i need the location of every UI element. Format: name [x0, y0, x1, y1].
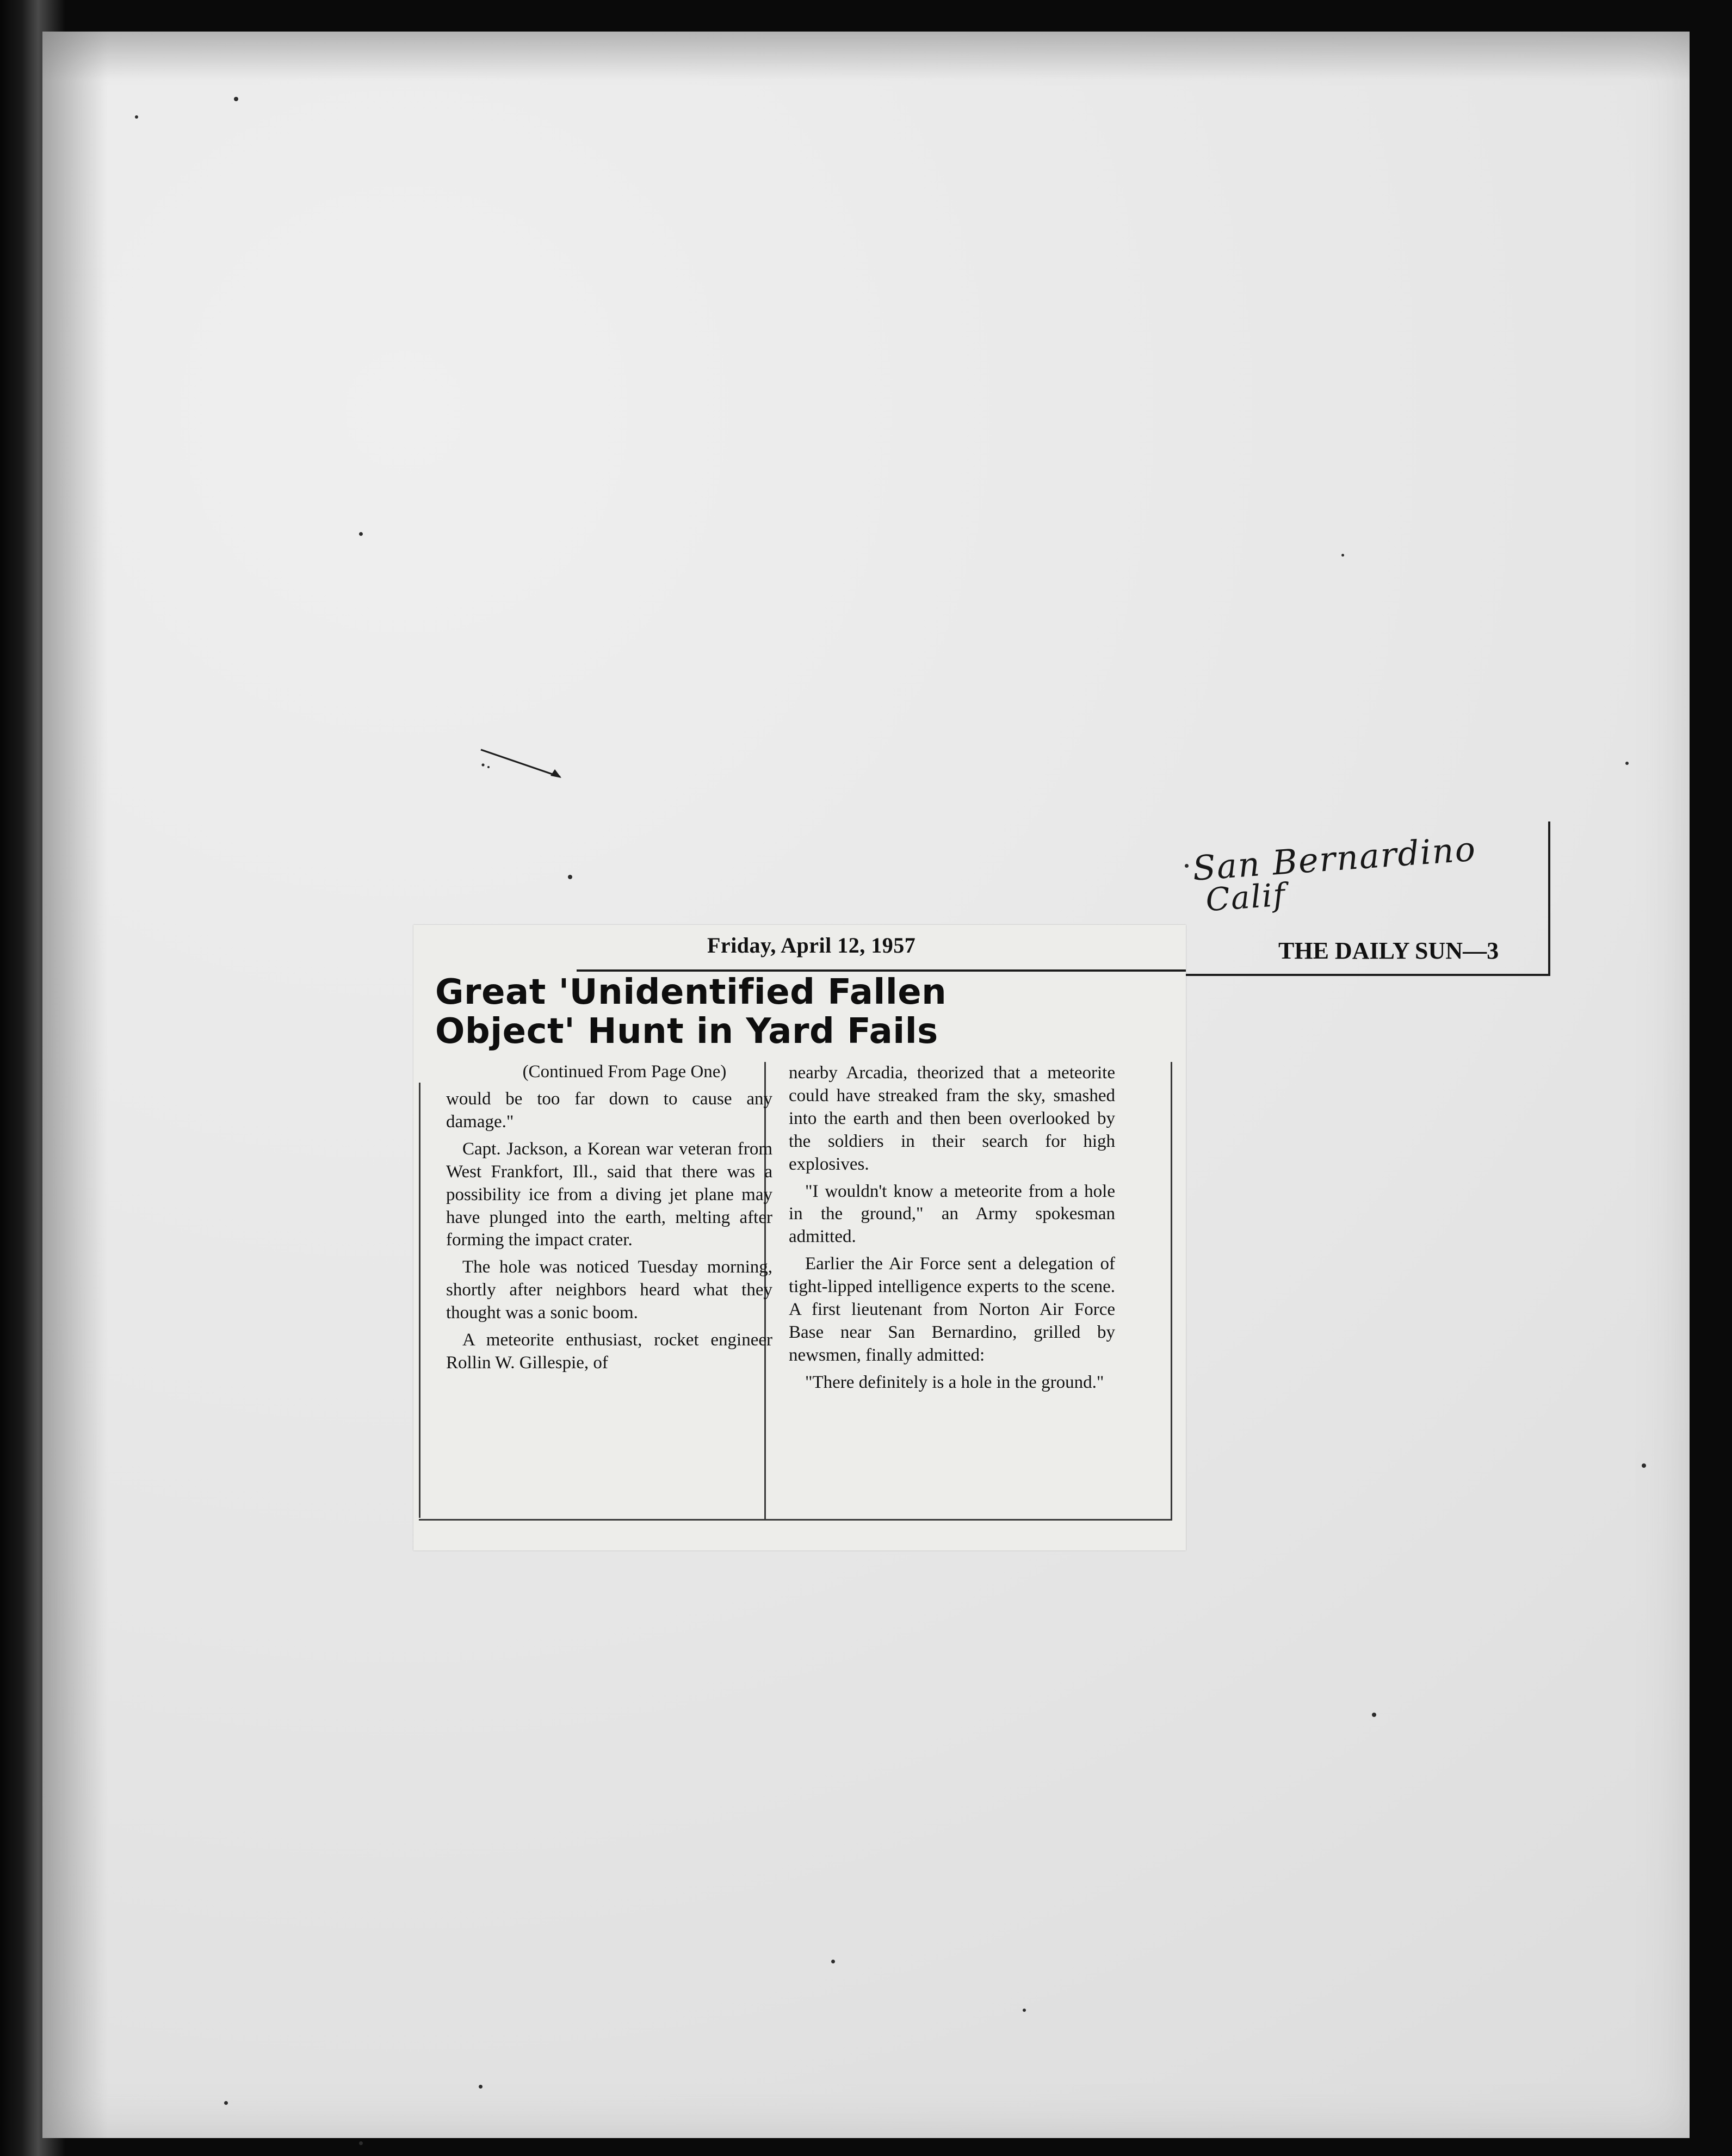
- handwritten-line-2: Calif: [1204, 876, 1288, 919]
- dust-speck: [224, 2101, 228, 2105]
- column-rule-left: [419, 1083, 420, 1518]
- headline-line-2: Object' Hunt in Yard Fails: [435, 1011, 938, 1052]
- paragraph: Earlier the Air Force sent a delegation of tight-lipped intelligence experts to the scene. A first lieutenant from Norton Air Force Base near San Bernardino, grilled by newsmen, finally admitted:: [789, 1254, 1115, 1365]
- page-shading-left: [42, 32, 108, 2138]
- dateline-row: [413, 925, 1186, 972]
- masthead-rule: [1148, 974, 1550, 976]
- article-column-left: [446, 1088, 772, 1379]
- pen-scratch-mark: [479, 745, 571, 783]
- dust-speck: [234, 97, 238, 101]
- dust-speck: [135, 115, 138, 119]
- continued-from-line: (Continued From Page One): [522, 1062, 727, 1082]
- article-column-right: [789, 1062, 1115, 1399]
- paragraph: "There definitely is a hole in the ground.": [805, 1372, 1104, 1392]
- dust-speck: [1372, 1713, 1376, 1717]
- paragraph: "I wouldn't know a meteorite from a hole in the ground," an Army spokesman admitted.: [789, 1181, 1115, 1247]
- paragraph: A meteorite enthusiast, rocket engineer Rollin W. Gillespie, of: [446, 1330, 772, 1373]
- paragraph: Capt. Jackson, a Korean war veteran from West Frankfort, Ill., said that there was a possibility ice from a diving jet plane may have plunged into the earth, melting after forming the impact crater.: [446, 1139, 772, 1250]
- paper-name: THE DAILY SUN—3: [1278, 937, 1499, 964]
- page-shading-top: [42, 32, 1690, 81]
- headline: [435, 973, 1153, 1052]
- dust-speck: [1341, 554, 1344, 557]
- handwritten-line-1: San Bernardino: [1191, 829, 1478, 888]
- dust-speck: [1625, 762, 1629, 765]
- dateline-rule: [577, 969, 1186, 972]
- dust-speck: [568, 875, 572, 879]
- paragraph: The hole was noticed Tuesday morning, shortly after neighbors heard what they thought was a sonic boom.: [446, 1257, 772, 1323]
- dust-speck: [359, 532, 363, 536]
- dust-speck: [1642, 1463, 1646, 1468]
- dust-speck: [831, 1960, 835, 1963]
- paragraph: would be too far down to cause any damage.": [446, 1089, 772, 1132]
- column-rule-right: [1171, 1062, 1172, 1519]
- newspaper-clipping: [413, 925, 1186, 1550]
- clipping-content: [413, 925, 1186, 1550]
- dust-speck: [479, 2085, 483, 2089]
- dust-speck: [1023, 2009, 1026, 2012]
- dateline-date: Friday, April 12, 1957: [707, 933, 916, 957]
- headline-line-1: Great 'Unidentified Fallen: [435, 972, 947, 1012]
- paragraph: nearby Arcadia, theorized that a meteorite could have streaked fram the sky, smashed into the earth and then been overlooked by the soldiers in their search for high explosives.: [789, 1063, 1115, 1174]
- dust-speck: [359, 2141, 363, 2145]
